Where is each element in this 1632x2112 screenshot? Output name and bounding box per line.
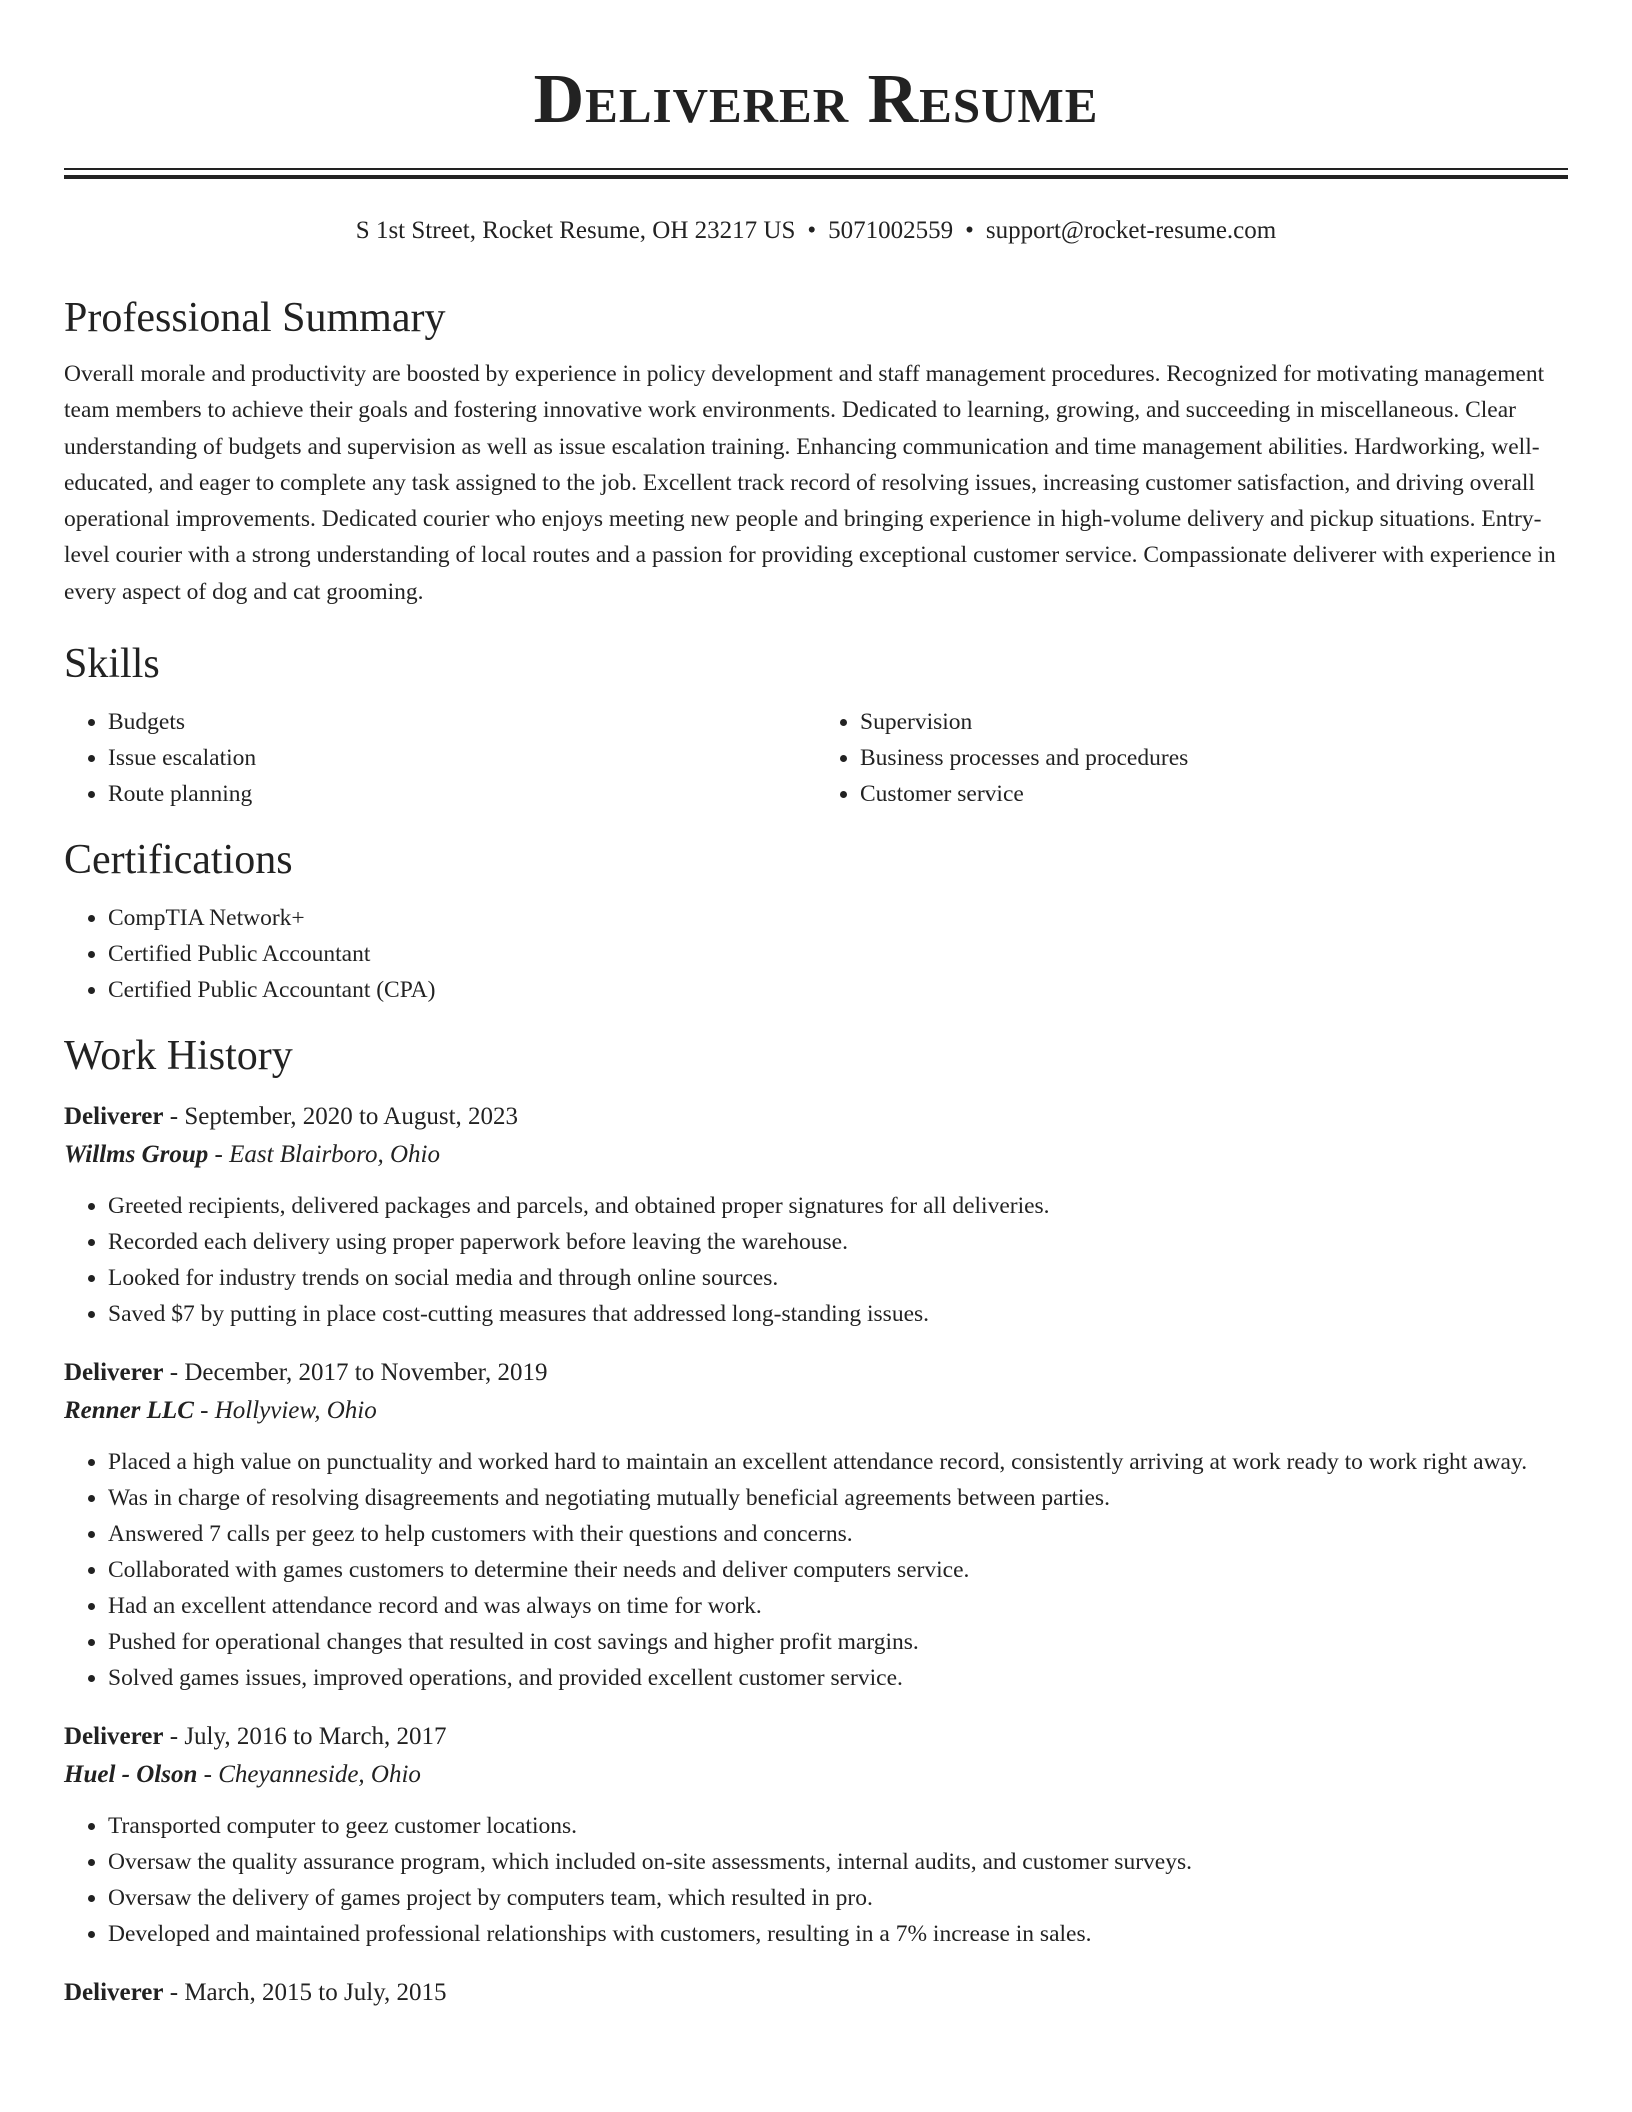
job-role: Deliverer [64, 1359, 164, 1387]
certification-item: • CompTIA Network+ [108, 900, 1568, 936]
job-location: Hollyview, Ohio [214, 1397, 377, 1425]
job-bullet: • Pushed for operational changes that resulted in cost savings and higher profit margins. [108, 1624, 1568, 1660]
job-title-line: Deliverer - July, 2016 to March, 2017 [64, 1723, 447, 1751]
contact-email: support@rocket-resume.com [985, 217, 1277, 244]
job-title-line: Deliverer - September, 2020 to August, 2023 [64, 1103, 519, 1131]
job-bullets [64, 1188, 1568, 1332]
skill-item: • Supervision [860, 704, 1568, 740]
job-company: Renner LLC [64, 1397, 194, 1425]
summary-heading: Professional Summary [64, 295, 446, 341]
job-entry [64, 1098, 1568, 1332]
job-bullet: • Oversaw the quality assurance program, which included on-site assessments, internal audits, and customer surveys. [108, 1844, 1568, 1880]
certification-item: • Certified Public Accountant (CPA) [108, 972, 1568, 1008]
job-bullet: • Oversaw the delivery of games project by computers team, which resulted in pro. [108, 1880, 1568, 1916]
contact-phone: 5071002559 [828, 217, 954, 244]
page-title: Deliverer Resume [533, 61, 1099, 138]
job-role: Deliverer [64, 1103, 164, 1131]
skills-heading: Skills [64, 641, 160, 688]
work-history-heading: Work History [64, 1033, 293, 1080]
certification-item: • Certified Public Accountant [108, 936, 1568, 972]
job-employer-line: Willms Group - East Blairboro, Ohio [64, 1141, 440, 1169]
contact-line [0, 215, 1632, 247]
job-location: Cheyanneside, Ohio [218, 1761, 421, 1789]
job-title-line: Deliverer - March, 2015 to July, 2015 [64, 1979, 447, 2007]
skill-item: • Business processes and procedures [860, 740, 1568, 776]
job-bullet: • Solved games issues, improved operations, and provided excellent customer service. [108, 1660, 1568, 1696]
job-bullet: • Was in charge of resolving disagreements and negotiating mutually beneficial agreements between parties. [108, 1480, 1568, 1516]
job-bullet: • Recorded each delivery using proper paperwork before leaving the warehouse. [108, 1224, 1568, 1260]
summary-section [64, 290, 1568, 610]
job-bullet: • Collaborated with games customers to determine their needs and deliver computers service. [108, 1552, 1568, 1588]
job-role: Deliverer [64, 1979, 164, 2007]
skills-grid [64, 704, 1568, 812]
skills-column-left [64, 704, 816, 812]
job-bullet: • Saved $7 by putting in place cost-cutting measures that addressed long-standing issues. [108, 1296, 1568, 1332]
skill-item: • Customer service [860, 776, 1568, 812]
skill-item: • Budgets [108, 704, 816, 740]
title-divider-thick [64, 175, 1568, 179]
work-history-section [64, 1028, 1568, 2012]
job-bullets [64, 1808, 1568, 1952]
job-company: Willms Group [64, 1141, 209, 1169]
job-bullet: • Placed a high value on punctuality and worked hard to maintain an excellent attendance record, consistently arriving at work ready to work right away. [108, 1444, 1568, 1480]
separator-dot: • [807, 217, 817, 244]
summary-text: Overall morale and productivity are boosted by experience in policy development and staff management procedures. Recognized for motivating management team members to achieve their goals and fostering innovative work environments. Dedicated to learning, growing, and succeeding in miscellaneous. Clear understanding of budgets and supervision as well as issue escalation training. Enhancing communication and time management abilities. Hardworking, well-educated, and eager to complete any task assigned to the job. Excellent track record of resolving issues, increasing customer satisfaction, and driving overall operational improvements. Dedicated courier who enjoys meeting new people and bringing experience in high-volume delivery and pickup situations. Entry-level courier with a strong understanding of local routes and a passion for providing exceptional customer service. Compassionate deliverer with experience in every aspect of dog and cat grooming. [64, 361, 1556, 605]
job-employer-line: Huel - Olson - Cheyanneside, Ohio [64, 1761, 421, 1789]
job-entry [64, 1974, 1568, 2012]
job-entry [64, 1718, 1568, 1952]
job-employer-line: Renner LLC - Hollyview, Ohio [64, 1397, 377, 1425]
job-bullet: • Answered 7 calls per geez to help customers with their questions and concerns. [108, 1516, 1568, 1552]
job-bullet: • Developed and maintained professional relationships with customers, resulting in a 7% increase in sales. [108, 1916, 1568, 1952]
job-entry [64, 1354, 1568, 1696]
job-bullet: • Transported computer to geez customer locations. [108, 1808, 1568, 1844]
job-title-line: Deliverer - December, 2017 to November, 2019 [64, 1359, 548, 1387]
title-divider-thin [64, 168, 1568, 170]
job-company: Huel - Olson [64, 1761, 198, 1789]
job-location: East Blairboro, Ohio [229, 1141, 440, 1169]
certifications-heading: Certifications [64, 837, 293, 884]
certifications-section [64, 832, 1568, 1008]
job-dates: July, 2016 to March, 2017 [184, 1723, 447, 1751]
skill-item: • Issue escalation [108, 740, 816, 776]
certifications-list [64, 900, 1568, 1008]
skill-item: • Route planning [108, 776, 816, 812]
job-bullet: • Greeted recipients, delivered packages and parcels, and obtained proper signatures for all deliveries. [108, 1188, 1568, 1224]
resume-content [64, 290, 1568, 2012]
skills-column-right [816, 704, 1568, 812]
job-bullet: • Had an excellent attendance record and was always on time for work. [108, 1588, 1568, 1624]
job-dates: September, 2020 to August, 2023 [184, 1103, 519, 1131]
job-role: Deliverer [64, 1723, 164, 1751]
skills-section [64, 636, 1568, 812]
job-bullet: • Looked for industry trends on social media and through online sources. [108, 1260, 1568, 1296]
job-dates: March, 2015 to July, 2015 [184, 1979, 447, 2007]
job-dates: December, 2017 to November, 2019 [184, 1359, 548, 1387]
separator-dot: • [965, 217, 974, 244]
contact-address: S 1st Street, Rocket Resume, OH 23217 US [355, 217, 796, 244]
job-bullets [64, 1444, 1568, 1696]
